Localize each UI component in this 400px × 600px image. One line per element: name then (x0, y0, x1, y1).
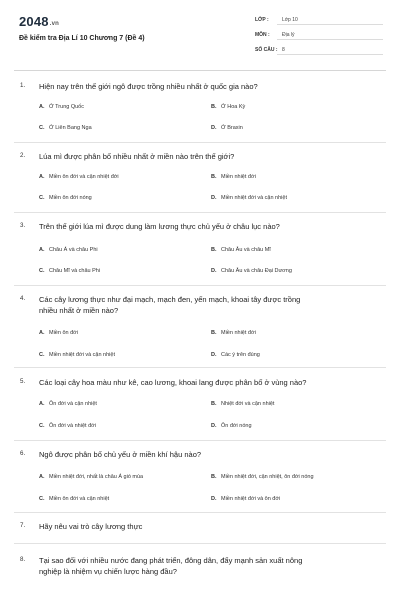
option-letter: D. (211, 125, 217, 131)
question-divider (14, 212, 386, 213)
option-letter: D. (211, 268, 217, 274)
option-a[interactable] (39, 247, 98, 253)
option-d[interactable] (211, 352, 260, 358)
option-text: Ở Braxin (221, 125, 243, 131)
option-a[interactable] (39, 104, 84, 110)
question-divider (14, 142, 386, 143)
option-text: Miền nhiệt đới, cận nhiệt, ôn đới nóng (221, 474, 314, 480)
logo-main: 2048 (19, 14, 49, 29)
question-text: Ngô được phân bố chủ yếu ở miền khí hậu nào? (39, 450, 202, 459)
option-text: Nhiệt đới và cận nhiệt (221, 401, 275, 407)
option-text: Miền ôn đới và cận nhiệt (49, 496, 110, 502)
option-text: Ở Liên Bang Nga (49, 125, 92, 131)
meta-rule (277, 54, 383, 55)
option-d[interactable] (211, 423, 252, 429)
option-d[interactable] (211, 496, 280, 502)
meta-rule (277, 39, 383, 40)
option-letter: A. (39, 104, 45, 110)
question-text: Hãy nêu vai trò cây lương thực (39, 522, 143, 531)
question-text (39, 294, 369, 316)
option-text: Châu Mĩ và châu Phi (49, 268, 101, 274)
option-letter: C. (39, 352, 45, 358)
option-text: Miền nhiệt đới và cận nhiệt (221, 195, 287, 201)
question-text: Các loại cây hoa màu như kê, cao lương, khoai lang được phân bố ở vùng nào? (39, 378, 307, 387)
option-text: Miền nhiệt đới và cận nhiệt (49, 352, 115, 358)
option-letter: C. (39, 268, 45, 274)
question-text-line: nghiệp là nhiệm vụ chiến lược hàng đầu? (39, 567, 177, 576)
option-a[interactable] (39, 401, 97, 407)
option-letter: B. (211, 401, 217, 407)
option-text: Ở Trung Quốc (49, 104, 84, 110)
option-b[interactable] (211, 174, 256, 180)
option-letter: C. (39, 125, 45, 131)
option-letter: A. (39, 174, 45, 180)
option-letter: D. (211, 352, 217, 358)
question-text-line: nhiều nhất ở miền nào? (39, 306, 119, 315)
question-divider (14, 543, 386, 544)
question-number: 6. (20, 450, 26, 457)
question-text-line: Tại sao đối với nhiều nước đang phát triển, đông dân, đẩy mạnh sản xuất nông (39, 556, 303, 565)
meta-subject-label: MÔN : (255, 32, 270, 38)
option-c[interactable] (39, 125, 92, 131)
option-d[interactable] (211, 195, 287, 201)
option-a[interactable] (39, 174, 119, 180)
question-number: 5. (20, 378, 26, 385)
option-text: Các ý trên đúng (221, 352, 260, 358)
option-letter: B. (211, 330, 217, 336)
question-number: 2. (20, 152, 26, 159)
option-letter: B. (211, 474, 217, 480)
exam-header (0, 0, 400, 68)
question-number: 8. (20, 556, 26, 563)
option-b[interactable] (211, 247, 271, 253)
question-text: Hiện nay trên thế giới ngô được trồng nhiều nhất ở quốc gia nào? (39, 82, 258, 91)
option-text: Châu Âu và châu Mĩ (221, 247, 271, 253)
option-letter: B. (211, 247, 217, 253)
option-b[interactable] (211, 474, 314, 480)
meta-class-label: LỚP : (255, 17, 269, 23)
option-text: Ôn đới và nhiệt đới (49, 423, 96, 429)
option-c[interactable] (39, 268, 100, 274)
site-logo[interactable] (19, 14, 59, 29)
question-divider (14, 367, 386, 368)
option-text: Ôn đới nóng (221, 423, 252, 429)
meta-count-value: 8 (282, 47, 285, 53)
meta-subject-value: Địa lý (282, 32, 295, 38)
option-letter: A. (39, 474, 45, 480)
question-number: 7. (20, 522, 26, 529)
option-a[interactable] (39, 474, 143, 480)
option-text: Miền nhiệt đới, nhất là châu Á gió mùa (49, 474, 144, 480)
option-d[interactable] (211, 125, 243, 131)
option-letter: B. (211, 174, 217, 180)
option-b[interactable] (211, 104, 245, 110)
option-b[interactable] (211, 330, 256, 336)
question-text (39, 555, 369, 577)
option-letter: B. (211, 104, 217, 110)
option-letter: A. (39, 247, 45, 253)
option-letter: A. (39, 330, 45, 336)
option-text: Miền nhiệt đới và ôn đới (221, 496, 281, 502)
question-divider (14, 285, 386, 286)
question-text: Lúa mì được phân bố nhiều nhất ở miền nào trên thế giới? (39, 152, 235, 161)
option-letter: C. (39, 423, 45, 429)
option-letter: C. (39, 195, 45, 201)
question-number: 1. (20, 82, 26, 89)
question-number: 3. (20, 222, 26, 229)
meta-class-value: Lớp 10 (282, 17, 298, 23)
option-text: Miền ôn đới (49, 330, 78, 336)
option-text: Ở Hoa Kỳ (221, 104, 246, 110)
option-letter: D. (211, 195, 217, 201)
option-d[interactable] (211, 268, 292, 274)
option-text: Ôn đới và cận nhiệt (49, 401, 97, 407)
option-b[interactable] (211, 401, 274, 407)
option-text: Miền ôn đới và cận nhiệt đới (49, 174, 119, 180)
option-letter: D. (211, 423, 217, 429)
option-a[interactable] (39, 330, 78, 336)
logo-tld: .vn (49, 21, 60, 27)
option-letter: A. (39, 401, 45, 407)
option-text: Châu Âu và châu Đại Dương (221, 268, 292, 274)
option-text: Miền ôn đới nóng (49, 195, 92, 201)
header-divider (14, 70, 386, 71)
option-letter: C. (39, 496, 45, 502)
question-text-line: Các cây lương thực như đại mạch, mạch đen, yến mạch, khoai tây được trồng (39, 295, 301, 304)
question-divider (14, 512, 386, 513)
meta-rule (277, 24, 383, 25)
question-text: Trên thế giới lúa mì được dung làm lương thực chủ yếu ở châu lục nào? (39, 222, 280, 231)
meta-count-label: SỐ CÂU : (255, 47, 278, 53)
question-number: 4. (20, 295, 26, 302)
option-text: Châu Á và châu Phi (49, 247, 98, 253)
option-letter: D. (211, 496, 217, 502)
option-c[interactable] (39, 423, 96, 429)
option-text: Miền nhiệt đới (221, 330, 256, 336)
exam-title: Đề kiểm tra Địa Lí 10 Chương 7 (Đề 4) (19, 35, 145, 42)
option-c[interactable] (39, 496, 109, 502)
option-c[interactable] (39, 195, 92, 201)
option-text: Miền nhiệt đới (221, 174, 256, 180)
question-divider (14, 440, 386, 441)
option-c[interactable] (39, 352, 115, 358)
